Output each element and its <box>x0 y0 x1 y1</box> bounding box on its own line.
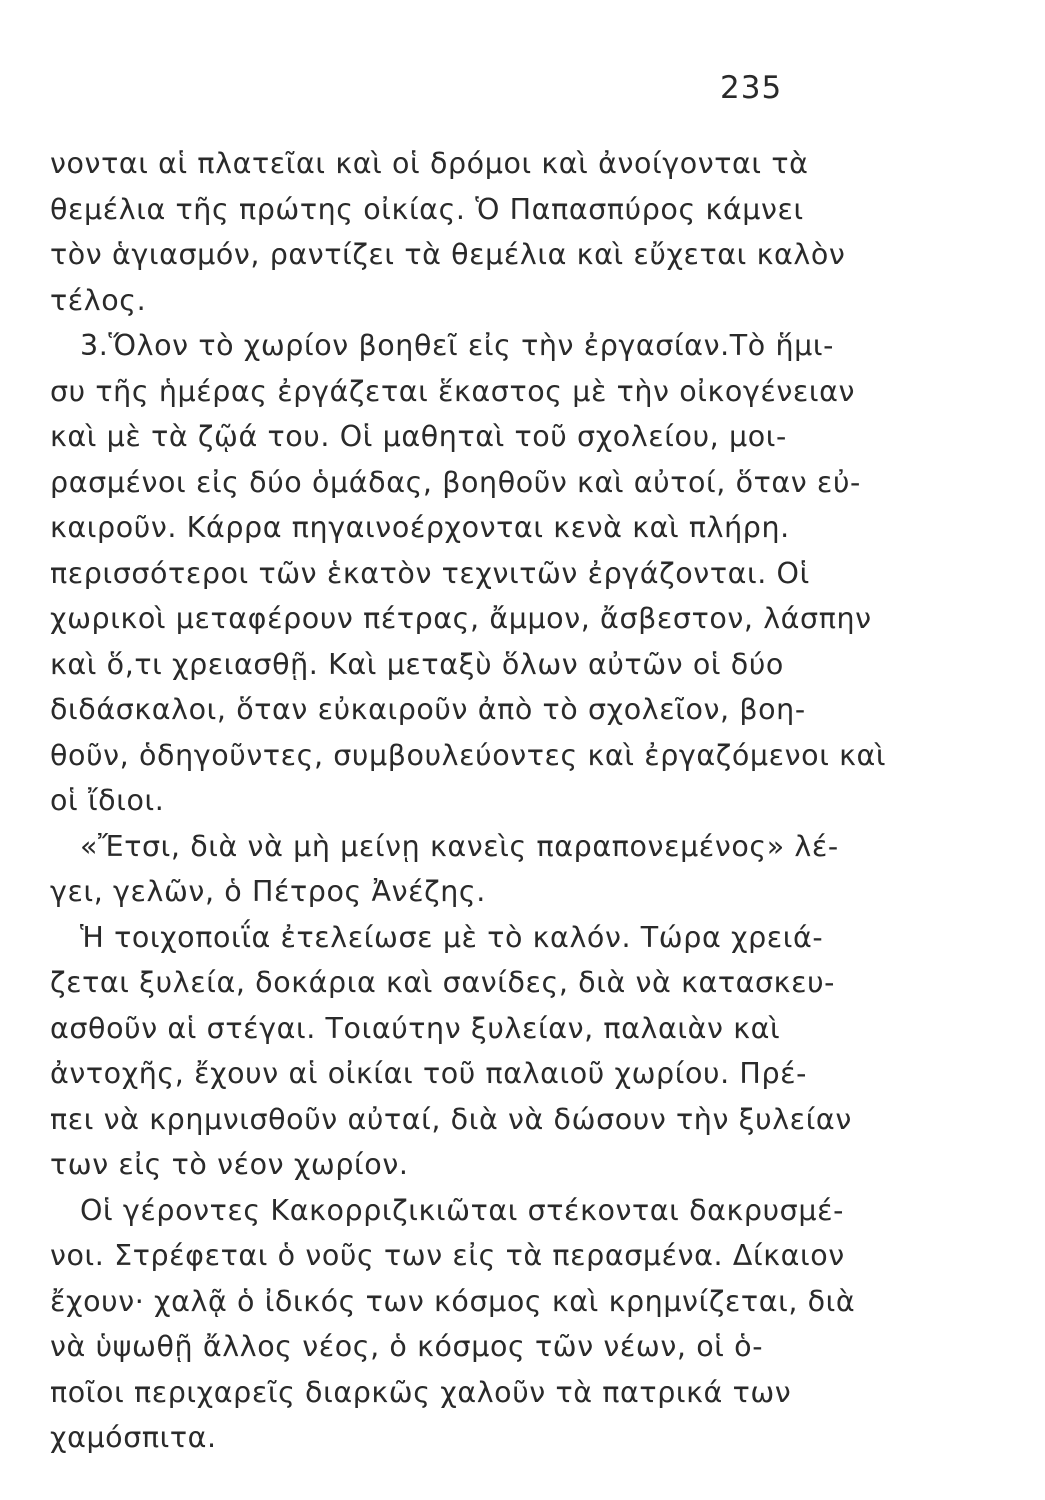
text-line: περισσότεροι τῶν ἑκατὸν τεχνιτῶν ἐργάζονται. Οἱ <box>50 557 810 590</box>
page-number: 235 <box>720 70 783 106</box>
text-line: ἔχουν· χαλᾷ ὁ ἰδικός των κόσμος καὶ κρημνίζεται, διὰ <box>50 1285 856 1318</box>
text-line: των εἰς τὸ νέον χωρίον. <box>50 1148 409 1181</box>
text-line: ποῖοι περιχαρεῖς διαρκῶς χαλοῦν τὰ πατρικά των <box>50 1376 792 1409</box>
text-line: νονται αἱ πλατεῖαι καὶ οἱ δρόμοι καὶ ἀνοίγονται τὰ <box>50 147 809 180</box>
text-line: καὶ ὅ,τι χρειασθῇ. Καὶ μεταξὺ ὅλων αὐτῶν οἱ δύο <box>50 648 784 681</box>
text-line: Οἱ γέροντες Κακορριζικιῶται στέκονται δακρυσμέ- <box>80 1194 844 1227</box>
text-line: πει νὰ κρημνισθοῦν αὐταί, διὰ νὰ δώσουν τὴν ξυλείαν <box>50 1103 852 1136</box>
text-line: χωρικοὶ μεταφέρουν πέτρας, ἄμμον, ἄσβεστον, λάσπην <box>50 602 872 635</box>
text-line: καὶ μὲ τὰ ζῷά του. Οἱ μαθηταὶ τοῦ σχολείου, μοι- <box>50 420 787 453</box>
text-line: θοῦν, ὁδηγοῦντες, συμβουλεύοντες καὶ ἐργαζόμενοι καὶ <box>50 739 887 772</box>
text-line: ρασμένοι εἰς δύο ὁμάδας, βοηθοῦν καὶ αὐτοί, ὅταν εὐ- <box>50 466 861 499</box>
text-line: νοι. Στρέφεται ὁ νοῦς των εἰς τὰ περασμένα. Δίκαιον <box>50 1239 845 1272</box>
text-line: τὸν ἁγιασμόν, ραντίζει τὰ θεμέλια καὶ εὔχεται καλὸν <box>50 238 846 271</box>
text-line: καιροῦν. Κάρρα πηγαινοέρχονται κενὰ καὶ πλήρη. <box>50 511 790 544</box>
text-line: Ἡ τοιχοποιΐα ἐτελείωσε μὲ τὸ καλόν. Τώρα χρειά- <box>80 921 824 954</box>
text-line: συ τῆς ἡμέρας ἐργάζεται ἕκαστος μὲ τὴν οἰκογένειαν <box>50 375 856 408</box>
text-line: 3.Ὅλον τὸ χωρίον βοηθεῖ εἰς τὴν ἐργασίαν.Τὸ ἥμι- <box>80 329 834 362</box>
text-line: τέλος. <box>50 284 147 317</box>
text-line: νὰ ὑψωθῇ ἄλλος νέος, ὁ κόσμος τῶν νέων, οἱ ὁ- <box>50 1330 764 1363</box>
text-line: ἀντοχῆς, ἔχουν αἱ οἰκίαι τοῦ παλαιοῦ χωρίου. Πρέ- <box>50 1057 808 1090</box>
text-line: χαμόσπιτα. <box>50 1421 217 1454</box>
text-line: θεμέλια τῆς πρώτης οἰκίας. Ὁ Παπασπύρος κάμνει <box>50 193 804 226</box>
text-line: ασθοῦν αἱ στέγαι. Τοιαύτην ξυλείαν, παλαιὰν καὶ <box>50 1012 781 1045</box>
text-line: διδάσκαλοι, ὅταν εὐκαιροῦν ἀπὸ τὸ σχολεῖον, βοη- <box>50 693 806 726</box>
text-line: «Ἔτσι, διὰ νὰ μὴ μείνῃ κανεὶς παραπονεμένος» λέ- <box>80 830 839 863</box>
text-line: οἱ ἴδιοι. <box>50 784 165 817</box>
text-line: γει, γελῶν, ὁ Πέτρος Ἀνέζης. <box>50 875 486 908</box>
text-line: ζεται ξυλεία, δοκάρια καὶ σανίδες, διὰ νὰ κατασκευ- <box>50 966 836 999</box>
